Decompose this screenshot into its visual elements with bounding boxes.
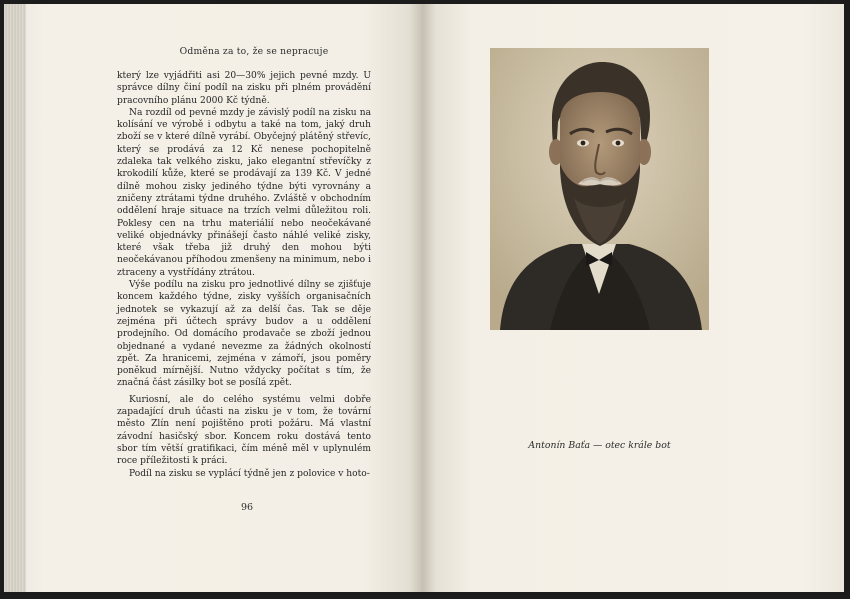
portrait-illustration [490, 48, 709, 330]
paragraph: Na rozdíl od pevné mzdy je závislý podíl na zisku na kolísání ve výrobě i odbytu a také na tom, jaký druh zboží se v které dílně vyrábí. Obyčejný plátěný střevíc, který se prodává za 12 Kč nenese pochopitelně zdaleka tak velkého zisku, jako elegantní střevíčky z krokodilí kůže, které se prodávají za 139 Kč. V jedné dílně mohou zisky jediného týdne býti vyrovnány a zničeny ztrátami týdne druhého. Zvláště v obchodním oddělení hraje situace na trzích velmi důležitou roli. Poklesy cen na trhu materiálií nebo neočekávané veliké objednávky přinášejí často náhlé veliké zisky, které však třeba již druhý den mohou býti neočekávanou příhodou zmenšeny na minimum, nebo i ztraceny a vystřídány ztrátou. [117, 107, 371, 278]
portrait-photo [490, 48, 709, 330]
photo-caption: Antonín Baťa — otec krále bot [528, 440, 671, 451]
body-text [117, 70, 371, 480]
paragraph: Podíl na zisku se vyplácí týdně jen z polovice v hoto- [129, 468, 370, 479]
running-head: Odměna za to, že se nepracuje [179, 46, 329, 57]
paragraph: Kuriosní, ale do celého systému velmi dobře zapadající druh účasti na zisku je v tom, že tovární město Zlín není pojištěno proti požáru. Má vlastní závodní hasičský sbor. Koncem roku dostává tento sbor tím větší gratifikaci, čím méně měl v uplynulém roce příležitosti k práci. [117, 394, 371, 467]
paragraph: Výše podílu na zisku pro jednotlivé dílny se zjišťuje koncem každého týdne, zisky vyšších organisačních jednotek se vykazují až za delší čas. Tak se děje zejména při účtech správy budov a u oddělení prodejního. Od domácího prodavače se zboží jednou objednané a vydané nevezme za žádných okolností zpět. Za hranicemi, zejména v zámoří, jsou poměry poněkud mírnější. Nutno vždycky počítat s tím, že značná část zásilky bot se posílá zpět. [117, 280, 371, 389]
page-edges [4, 4, 26, 592]
paragraph: který lze vyjádřiti asi 20—30% jejich pevné mzdy. U správce dílny činí podíl na zisku při plném provádění pracovního plánu 2000 Kč týdně. [117, 71, 371, 106]
page-number: 96 [240, 502, 254, 513]
